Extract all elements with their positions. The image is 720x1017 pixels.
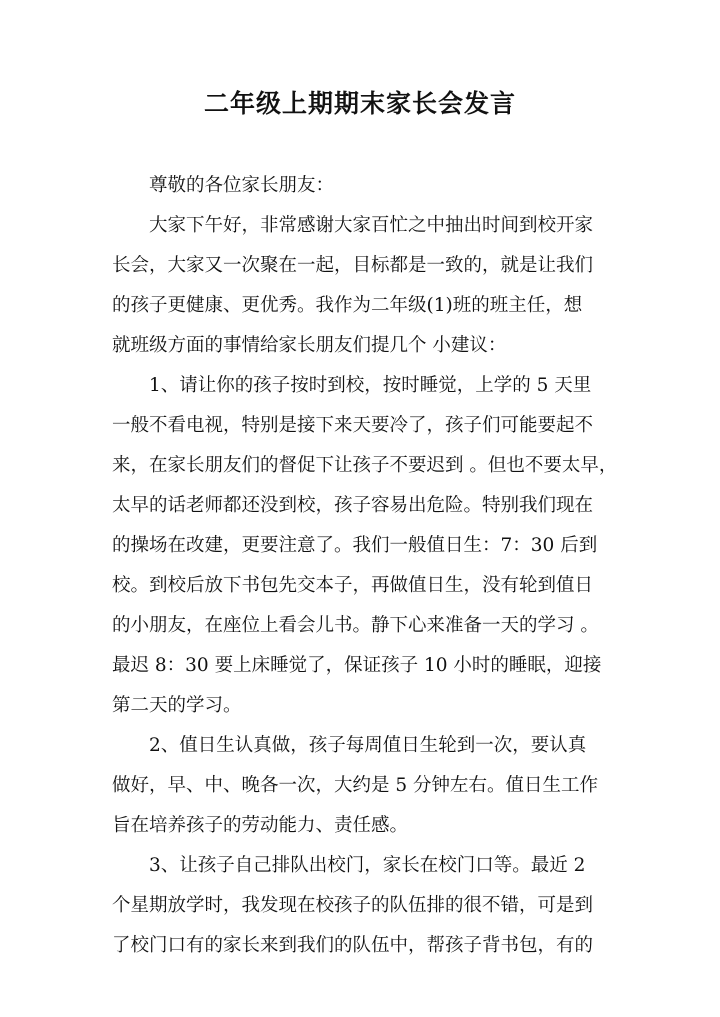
body-line: 3、让孩子自己排队出校门，家长在校门口等。最近 2 [149, 855, 586, 876]
body-line: 太早的话老师都还没到校，孩子容易出危险。特别我们现在 [112, 495, 594, 516]
body-line: 的操场在改建，更要注意了。我们一般值日生：7：30 后到 [112, 535, 598, 556]
body-line: 旨在培养孩子的劳动能力、责任感。 [112, 815, 409, 836]
body-line: 了校门口有的家长来到我们的队伍中，帮孩子背书包，有的 [112, 935, 594, 956]
body-line: 一般不看电视，特别是接下来天要冷了，孩子们可能要起不 [112, 415, 594, 436]
document-title: 二年级上期期末家长会发言 [203, 89, 516, 118]
body-line: 校。到校后放下书包先交本子，再做值日生，没有轮到值日 [112, 575, 594, 596]
body-line: 1、请让你的孩子按时到校，按时睡觉，上学的 5 天里 [149, 375, 592, 396]
document-body [112, 166, 618, 966]
body-line: 的孩子更健康、更优秀。我作为二年级(1)班的班主任，想 [112, 295, 583, 316]
body-line: 的小朋友，在座位上看会儿书。静下心来准备一天的学习 。 [112, 615, 599, 636]
body-line: 长会，大家又一次聚在一起，目标都是一致的，就是让我们 [112, 255, 594, 276]
body-line: 做好，早、中、晚各一次，大约是 5 分钟左右。值日生工作 [112, 775, 599, 796]
body-line: 大家下午好，非常感谢大家百忙之中抽出时间到校开家 [149, 215, 594, 236]
body-line: 2、值日生认真做，孩子每周值日生轮到一次，要认真 [149, 735, 587, 756]
body-line: 最迟 8：30 要上床睡觉了，保证孩子 10 小时的睡眠，迎接 [112, 655, 602, 676]
body-line: 第二天的学习。 [112, 695, 242, 716]
body-line: 来，在家长朋友们的督促下让孩子不要迟到 。但也不要太早， [112, 455, 618, 476]
body-line: 尊敬的各位家长朋友： [149, 175, 335, 196]
body-line: 就班级方面的事情给家长朋友们提几个 小建议： [112, 335, 507, 356]
body-line: 个星期放学时，我发现在校孩子的队伍排的很不错，可是到 [112, 895, 594, 916]
